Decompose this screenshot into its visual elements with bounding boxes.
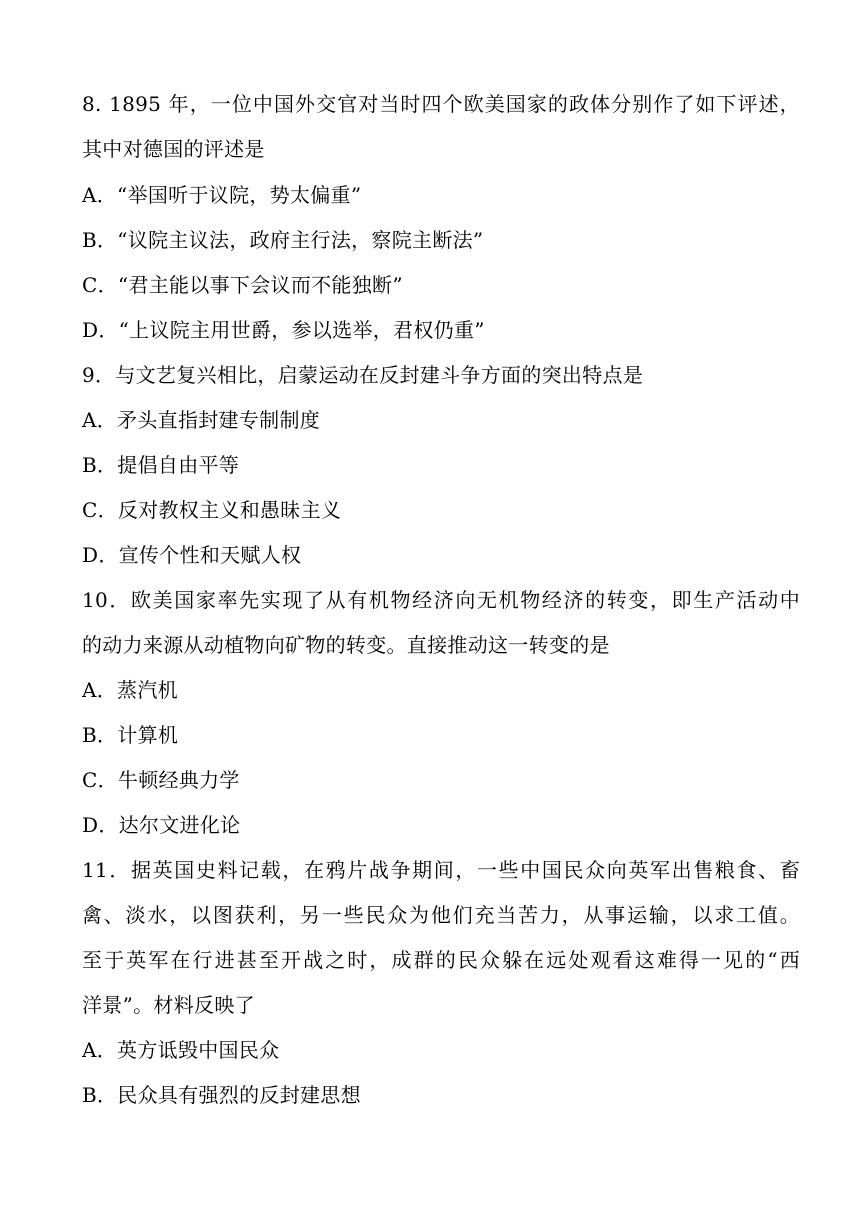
option-c: C．反对教权主义和愚昧主义: [82, 498, 342, 522]
question-stem-line: 8. 1895 年，一位中国外交官对当时四个欧美国家的政体分别作了如下评述，: [82, 92, 800, 116]
question-stem-line: 9．与文艺复兴相比，启蒙运动在反封建斗争方面的突出特点是: [82, 363, 644, 387]
question-stem-line: 11．据英国史料记载，在鸦片战争期间，一些中国民众向英军出售粮食、畜: [82, 858, 800, 882]
option-c: C．“君主能以事下会议而不能独断”: [82, 273, 403, 297]
option-b: B．计算机: [82, 723, 179, 747]
option-a: A．“举国听于议院，势太偏重”: [82, 183, 362, 207]
option-a: A．蒸汽机: [82, 678, 178, 702]
question-stem-line: 的动力来源从动植物向矿物的转变。直接推动这一转变的是: [82, 633, 610, 657]
question-stem-line: 其中对德国的评述是: [82, 137, 265, 161]
option-c: C．牛顿经典力学: [82, 768, 240, 792]
question-stem-line: 禽、淡水，以图获利，另一些民众为他们充当苦力，从事运输，以求工值。: [82, 903, 800, 927]
option-b: B．民众具有强烈的反封建思想: [82, 1083, 361, 1107]
question-stem-line: 10．欧美国家率先实现了从有机物经济向无机物经济的转变，即生产活动中: [82, 588, 800, 612]
option-b: B．“议院主议法，政府主行法，察院主断法”: [82, 228, 484, 252]
option-a: A．英方诋毁中国民众: [82, 1038, 280, 1062]
option-a: A．矛头直指封建专制制度: [82, 408, 321, 432]
option-d: D．达尔文进化论: [82, 813, 241, 837]
question-stem-line: 至于英军在行进甚至开战之时，成群的民众躲在远处观看这难得一见的“西: [82, 948, 800, 972]
question-stem-line: 洋景”。材料反映了: [82, 993, 255, 1017]
option-d: D．“上议院主用世爵，参以选举，君权仍重”: [82, 318, 485, 342]
option-b: B．提倡自由平等: [82, 453, 240, 477]
option-d: D．宣传个性和天赋人权: [82, 543, 302, 567]
